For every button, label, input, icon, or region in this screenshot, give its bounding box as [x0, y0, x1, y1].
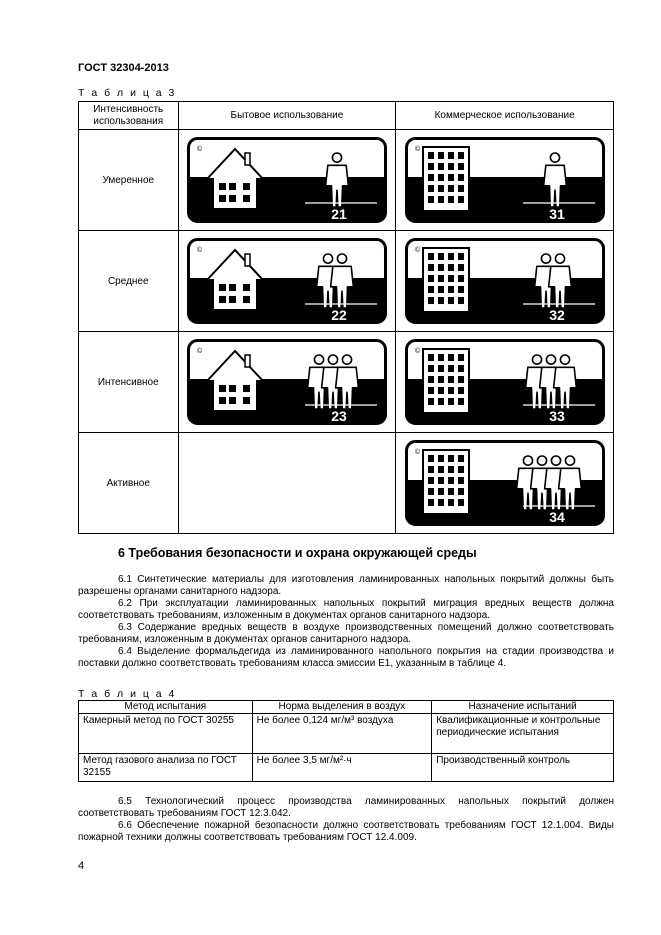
svg-text:©: © [196, 348, 203, 355]
usage-class-number: 32 [548, 307, 565, 323]
table-cell: Камерный метод по ГОСТ 30255 [79, 714, 253, 754]
col-header-norm: Норма выделения в воздух [252, 701, 432, 714]
commercial-class-pictogram [405, 137, 605, 223]
domestic-class-pictogram [187, 339, 387, 425]
building-icon [423, 349, 469, 413]
intensity-label: Умеренное [79, 130, 179, 231]
table-row [79, 754, 614, 782]
table-cell: Квалификационные и контрольные периодические испытания [432, 714, 614, 754]
usage-class-number: 31 [548, 206, 565, 222]
intensity-label: Среднее [79, 231, 179, 332]
usage-class-number: 34 [548, 509, 565, 525]
table3-caption: Т а б л и ц а 3 [78, 87, 177, 99]
table-row [79, 231, 614, 332]
col-header-purpose: Назначение испытаний [432, 701, 614, 714]
table-header-row [79, 102, 614, 130]
col-header-domestic: Бытовое использование [178, 102, 396, 130]
paragraph-6-4: 6.4 Выделение формальдегида из ламинированного напольного покрытия на стадии производства и поставки должно соответствовать требованиям класса эмиссии Е1, указанным в таблице 4. [78, 646, 614, 669]
intensity-label: Интенсивное [79, 332, 179, 433]
page-number: 4 [78, 860, 85, 872]
col-header-method: Метод испытания [79, 701, 253, 714]
svg-text:©: © [414, 449, 420, 456]
commercial-pictogram-cell [396, 332, 614, 433]
building-icon [423, 147, 469, 211]
commercial-pictogram-cell [396, 231, 614, 332]
svg-text:©: © [196, 146, 203, 153]
paragraph-6-1: 6.1 Синтетические материалы для изготовления ламинированных напольных покрытий должны быть разрешены органами санитарного надзора. [78, 574, 614, 597]
table-row [79, 433, 614, 534]
commercial-pictogram-cell [396, 130, 614, 231]
domestic-pictogram-cell [178, 231, 396, 332]
usage-class-table [78, 101, 614, 534]
section-heading: 6 Требования безопасности и охрана окружающей среды [118, 546, 477, 560]
document-code: ГОСТ 32304-2013 [78, 62, 169, 74]
domestic-class-pictogram [187, 238, 387, 324]
table-row [79, 332, 614, 433]
domestic-pictogram-cell-empty [178, 433, 396, 534]
usage-class-number: 33 [548, 408, 565, 424]
col-header-commercial: Коммерческое использование [396, 102, 614, 130]
commercial-class-pictogram [405, 440, 605, 526]
domestic-pictogram-cell [178, 130, 396, 231]
paragraph-6-3: 6.3 Содержание вредных веществ в воздухе производственных помещений должно соответствовать требованиям, изложенным в документах органов санитарного надзора. [78, 622, 614, 645]
table-cell: Не более 3,5 мг/м²·ч [252, 754, 432, 782]
building-icon [423, 248, 469, 312]
emission-test-table [78, 700, 614, 782]
table-header-row [79, 701, 614, 714]
paragraph-6-5: 6.5 Технологический процесс производства ламинированных напольных покрытий должен соответствовать требованиям ГОСТ 12.3.042. [78, 796, 614, 819]
svg-text:©: © [196, 247, 203, 254]
paragraph-6-2: 6.2 При эксплуатации ламинированных напольных покрытий миграция вредных веществ должна соответствовать требованиям, изложенным в документах органов санитарного надзора. [78, 598, 614, 621]
intensity-label: Активное [79, 433, 179, 534]
usage-class-number: 21 [331, 206, 347, 222]
svg-text:©: © [414, 247, 420, 254]
table-cell: Метод газового анализа по ГОСТ 32155 [79, 754, 253, 782]
domestic-pictogram-cell [178, 332, 396, 433]
svg-text:©: © [414, 348, 420, 355]
commercial-class-pictogram [405, 238, 605, 324]
commercial-pictogram-cell [396, 433, 614, 534]
col-header-intensity: Интенсивность использования [79, 102, 179, 130]
table-cell: Производственный контроль [432, 754, 614, 782]
svg-text:©: © [414, 146, 420, 153]
table-row [79, 130, 614, 231]
domestic-class-pictogram [187, 137, 387, 223]
table-row [79, 714, 614, 754]
building-icon [423, 450, 469, 514]
usage-class-number: 22 [331, 307, 347, 323]
table-cell: Не более 0,124 мг/м³ воздуха [252, 714, 432, 754]
commercial-class-pictogram [405, 339, 605, 425]
usage-class-number: 23 [331, 408, 347, 424]
paragraph-6-6: 6.6 Обеспечение пожарной безопасности должно соответствовать требованиям ГОСТ 12.1.004. Виды пожарной техники должны соответствовать требованиям ГОСТ 12.4.009. [78, 820, 614, 843]
table4-caption: Т а б л и ц а 4 [78, 688, 177, 700]
